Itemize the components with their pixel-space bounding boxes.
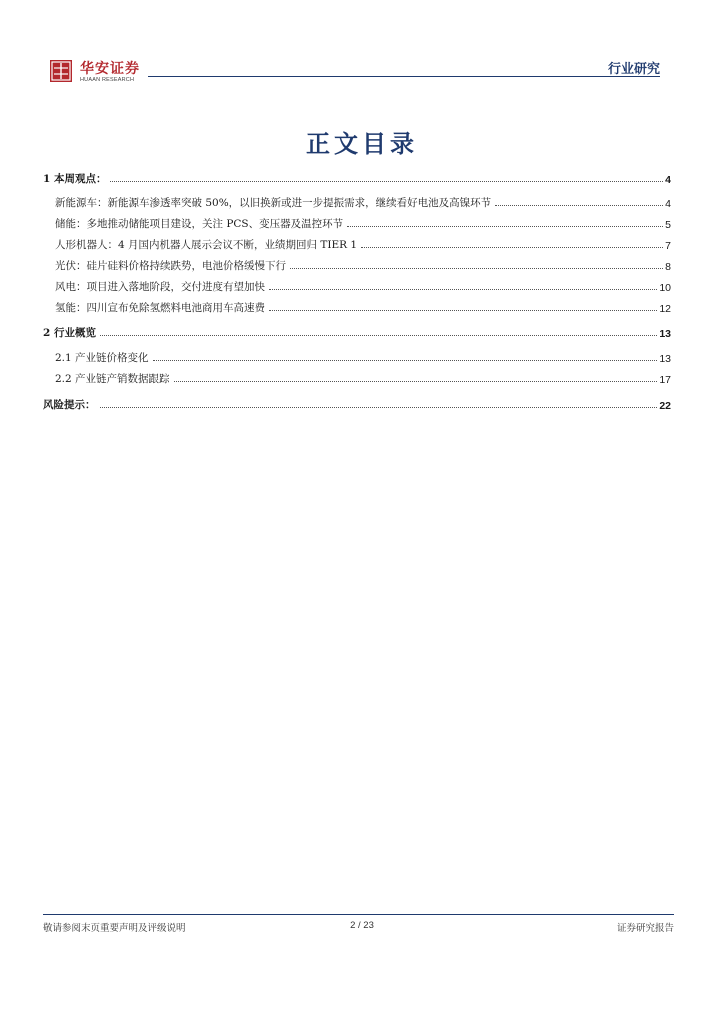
footer-page-number: 2 / 23 bbox=[350, 920, 374, 931]
toc-entry-label: 光伏：硅片硅料价格持续跌势，电池价格缓慢下行 bbox=[55, 260, 286, 272]
toc-entry-label: 氢能：四川宣布免除氢燃料电池商用车高速费 bbox=[55, 302, 265, 314]
toc-entry-page: 8 bbox=[665, 261, 671, 273]
toc-entry-page: 4 bbox=[665, 174, 671, 186]
toc-entry-page: 22 bbox=[659, 400, 671, 412]
toc-leader-dots bbox=[269, 289, 657, 290]
company-logo-text: 华安证券 bbox=[80, 61, 140, 77]
toc-entry-page: 10 bbox=[659, 282, 671, 294]
toc-entry[interactable] bbox=[43, 255, 671, 273]
toc-entry-page: 4 bbox=[665, 198, 671, 210]
toc-leader-dots bbox=[110, 181, 663, 182]
toc-entry-page: 13 bbox=[659, 328, 671, 340]
toc-entry-label: 2 行业概览 bbox=[43, 327, 96, 339]
page-header bbox=[50, 58, 674, 88]
toc-leader-dots bbox=[347, 226, 663, 227]
toc-entry-label: 储能：多地推动储能项目建设，关注 PCS、变压器及温控环节 bbox=[55, 218, 344, 230]
toc-entry[interactable] bbox=[43, 192, 671, 210]
toc-entry[interactable] bbox=[43, 276, 671, 294]
toc-entry-label: 1 本周观点： bbox=[43, 173, 107, 185]
toc-entry[interactable] bbox=[43, 168, 671, 186]
footer-divider bbox=[43, 914, 674, 915]
toc-entry-page: 17 bbox=[659, 374, 671, 386]
footer-doc-type: 证券研究报告 bbox=[616, 923, 674, 934]
toc-entry-label: 风险提示： bbox=[43, 399, 96, 411]
toc-entry-label: 新能源车：新能源车渗透率突破 50%，以旧换新或进一步提振需求，继续看好电池及高镍环节 bbox=[55, 197, 492, 209]
toc-entry[interactable] bbox=[43, 297, 671, 315]
toc-entry[interactable] bbox=[43, 347, 671, 365]
toc-title: 正文目录 bbox=[306, 130, 418, 158]
footer-disclaimer: 敬请参阅末页重要声明及评级说明 bbox=[43, 923, 186, 934]
toc-entry[interactable] bbox=[43, 213, 671, 231]
toc-entry-label: 2.2 产业链产销数据跟踪 bbox=[55, 373, 170, 385]
toc-entry-page: 13 bbox=[659, 353, 671, 365]
toc-leader-dots bbox=[100, 335, 657, 336]
toc-leader-dots bbox=[174, 381, 658, 382]
toc-leader-dots bbox=[361, 247, 663, 248]
toc-leader-dots bbox=[153, 360, 658, 361]
toc-entry-label: 2.1 产业链价格变化 bbox=[55, 352, 149, 364]
toc-leader-dots bbox=[100, 407, 658, 408]
company-seal-icon bbox=[50, 60, 72, 82]
toc-leader-dots bbox=[495, 205, 663, 206]
company-logo-subtitle: HUAAN RESEARCH bbox=[80, 77, 135, 83]
toc-entry-label: 人形机器人：4 月国内机器人展示会议不断，业绩期回归 TIER 1 bbox=[55, 239, 358, 251]
toc-entry[interactable] bbox=[43, 394, 671, 412]
toc-entry[interactable] bbox=[43, 234, 671, 252]
toc-entry-label: 风电：项目进入落地阶段，交付进度有望加快 bbox=[55, 281, 265, 293]
toc-entry-page: 7 bbox=[665, 240, 671, 252]
report-type-label: 行业研究 bbox=[607, 62, 660, 77]
toc-entry-page: 5 bbox=[665, 219, 671, 231]
header-divider bbox=[148, 76, 660, 77]
toc-leader-dots bbox=[290, 268, 663, 269]
toc-entry[interactable] bbox=[43, 322, 671, 340]
toc-entry-page: 12 bbox=[659, 303, 671, 315]
toc-entry[interactable] bbox=[43, 368, 671, 386]
toc-leader-dots bbox=[269, 310, 657, 311]
